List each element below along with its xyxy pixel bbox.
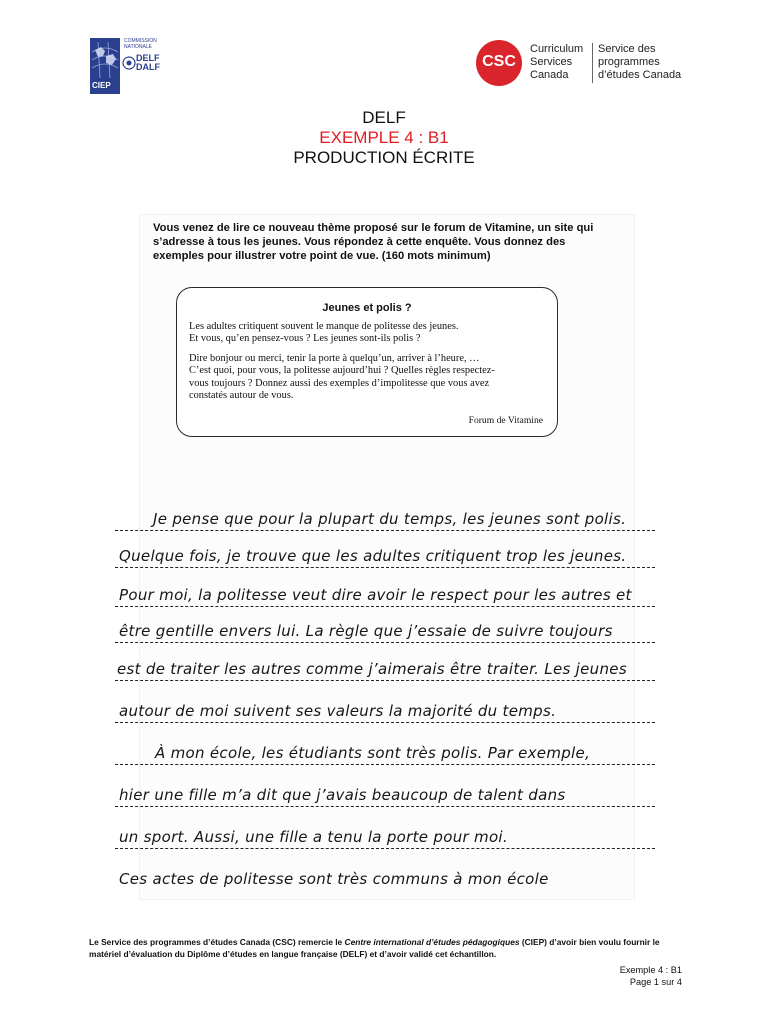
handwritten-text: un sport. Aussi, une fille a tenu la porte pour moi. <box>119 828 508 846</box>
ciep-globe-block <box>90 38 120 94</box>
csc-divider <box>592 43 593 83</box>
document-title <box>0 108 768 168</box>
ack-italic: Centre international d’études pédagogiques <box>344 937 520 947</box>
answer-line <box>115 537 655 568</box>
commission-arc-text: COMMISSION NATIONALE <box>124 38 157 50</box>
instruction-line: s’adresse à tous les jeunes. Vous répondez à cette enquête. Vous donnez des <box>153 236 566 248</box>
csc-name-fr <box>598 43 681 82</box>
answer-line <box>115 650 655 681</box>
answer-line <box>115 500 655 531</box>
handwritten-text: hier une fille m’a dit que j’avais beaucoup de talent dans <box>119 786 566 804</box>
forum-source: Forum de Vitamine <box>468 415 543 426</box>
answer-line <box>115 818 655 849</box>
csc-emblem <box>476 40 522 86</box>
acknowledgement <box>89 936 689 960</box>
ack-text: (CIEP) d’avoir bien voulu fournir le matériel d’évaluation du Diplôme d’études en langue française (DELF) et d’avoir validé cet échantillon. <box>89 937 660 959</box>
scanned-exam-page <box>117 214 635 900</box>
csc-name-en-line: Curriculum <box>530 43 584 55</box>
answer-line <box>115 860 655 890</box>
forum-post-body <box>189 321 553 402</box>
csc-name-en <box>530 43 583 82</box>
csc-logo <box>474 38 684 88</box>
answer-line <box>115 576 655 607</box>
handwritten-text: est de traiter les autres comme j’aimerais être traiter. Les jeunes <box>117 660 627 678</box>
title-delf: DELF <box>362 108 406 127</box>
csc-name-fr-line: Service des <box>598 43 656 55</box>
forum-line: constatés autour de vous. <box>189 390 294 402</box>
forum-line: C’est quoi, pour vous, la politesse aujourd’hui ? Quelles règles respectez- <box>189 365 495 377</box>
instruction-line: exemples pour illustrer votre point de vue. (160 mots minimum) <box>153 250 491 262</box>
instruction-line: Vous venez de lire ce nouveau thème proposé sur le forum de Vitamine, un site qui <box>153 222 594 234</box>
ciep-logo <box>90 38 180 94</box>
handwritten-text: être gentille envers lui. La règle que j’essaie de suivre toujours <box>119 622 613 640</box>
forum-line: Les adultes critiquent souvent le manque de politesse des jeunes. <box>189 321 459 332</box>
answer-line <box>115 612 655 643</box>
delf-emblem-icon <box>122 56 136 70</box>
csc-name-en-line: Canada <box>530 69 569 81</box>
handwritten-text: Ces actes de politesse sont très communs à mon école <box>119 870 549 888</box>
answer-line <box>115 776 655 807</box>
forum-post-box <box>176 287 558 437</box>
csc-name-fr-line: programmes <box>598 56 660 68</box>
delf-dalf-mark <box>122 38 180 94</box>
handwritten-text: autour de moi suivent ses valeurs la majorité du temps. <box>119 702 557 720</box>
handwritten-text: À mon école, les étudiants sont très polis. Par exemple, <box>155 744 591 762</box>
title-section: PRODUCTION ÉCRITE <box>293 148 475 167</box>
forum-line: Dire bonjour ou merci, tenir la porte à quelqu’un, arriver à l’heure, … <box>189 352 480 364</box>
forum-line: Et vous, qu’en pensez-vous ? Les jeunes sont-ils polis ? <box>189 333 421 345</box>
handwritten-text: Je pense que pour la plupart du temps, les jeunes sont polis. <box>153 510 627 528</box>
page-footer <box>620 964 682 988</box>
csc-name-en-line: Services <box>530 56 573 68</box>
delf-dalf-text: DELF DALF <box>136 53 160 72</box>
ack-text: Le Service des programmes d’études Canada (CSC) remercie le <box>89 937 345 947</box>
page-label: Exemple 4 : B1 <box>619 965 682 975</box>
csc-name-fr-line: d’études Canada <box>598 69 682 81</box>
answer-line <box>115 692 655 723</box>
handwritten-text: Quelque fois, je trouve que les adultes critiquent trop les jeunes. <box>119 547 627 565</box>
answer-line <box>115 734 655 765</box>
page-number: Page 1 sur 4 <box>629 977 682 987</box>
task-instruction <box>153 221 621 263</box>
forum-post-title: Jeunes et polis ? <box>322 302 412 314</box>
csc-letters: CSC <box>482 53 516 70</box>
title-example-level: EXEMPLE 4 : B1 <box>319 128 449 147</box>
forum-line: vous toujours ? Donnez aussi des exemples d’impolitesse que vous avez <box>189 377 490 389</box>
handwritten-text: Pour moi, la politesse veut dire avoir le respect pour les autres et <box>119 586 632 604</box>
ciep-wordmark: CIEP <box>92 81 111 90</box>
